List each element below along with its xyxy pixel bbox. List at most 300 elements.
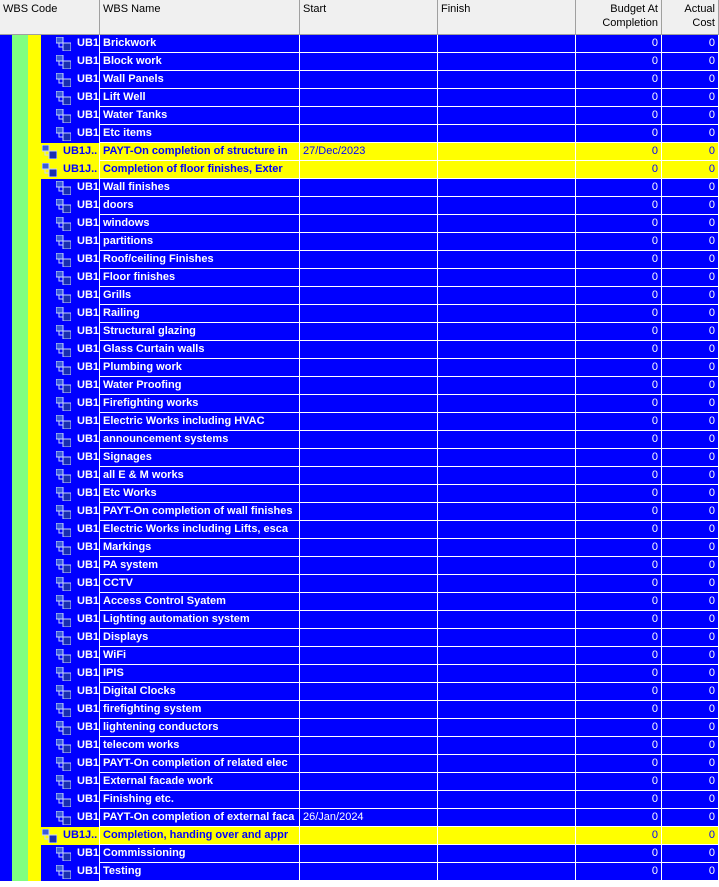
wbs-code-cell[interactable]: UB1 bbox=[74, 215, 100, 233]
actual-cost-cell[interactable]: 0 bbox=[662, 53, 719, 71]
budget-at-completion-cell[interactable]: 0 bbox=[576, 521, 662, 539]
wbs-row[interactable] bbox=[0, 395, 719, 413]
wbs-row[interactable] bbox=[0, 179, 719, 197]
actual-cost-cell[interactable]: 0 bbox=[662, 521, 719, 539]
budget-at-completion-cell[interactable]: 0 bbox=[576, 845, 662, 863]
wbs-row[interactable] bbox=[0, 449, 719, 467]
wbs-row[interactable] bbox=[0, 359, 719, 377]
finish-cell[interactable] bbox=[438, 125, 576, 143]
col-header-budget-at-completion[interactable]: Budget At Completion bbox=[576, 0, 662, 34]
budget-at-completion-cell[interactable]: 0 bbox=[576, 377, 662, 395]
finish-cell[interactable] bbox=[438, 575, 576, 593]
wbs-code-cell[interactable]: UB1 bbox=[74, 485, 100, 503]
col-header-actual-cost[interactable]: Actual Cost bbox=[662, 0, 719, 34]
finish-cell[interactable] bbox=[438, 71, 576, 89]
finish-cell[interactable] bbox=[438, 179, 576, 197]
budget-at-completion-cell[interactable]: 0 bbox=[576, 53, 662, 71]
start-cell[interactable] bbox=[300, 647, 438, 665]
wbs-name-cell[interactable]: PAYT-On completion of structure in bbox=[100, 143, 300, 161]
wbs-name-cell[interactable]: Testing bbox=[100, 863, 300, 881]
actual-cost-cell[interactable]: 0 bbox=[662, 125, 719, 143]
finish-cell[interactable] bbox=[438, 737, 576, 755]
budget-at-completion-cell[interactable]: 0 bbox=[576, 719, 662, 737]
finish-cell[interactable] bbox=[438, 305, 576, 323]
actual-cost-cell[interactable]: 0 bbox=[662, 791, 719, 809]
start-cell[interactable] bbox=[300, 593, 438, 611]
wbs-name-cell[interactable]: Lighting automation system bbox=[100, 611, 300, 629]
budget-at-completion-cell[interactable]: 0 bbox=[576, 755, 662, 773]
wbs-code-cell[interactable]: UB1 bbox=[74, 53, 100, 71]
wbs-row[interactable] bbox=[0, 629, 719, 647]
wbs-code-cell[interactable]: UB1 bbox=[74, 197, 100, 215]
wbs-row[interactable] bbox=[0, 665, 719, 683]
budget-at-completion-cell[interactable]: 0 bbox=[576, 287, 662, 305]
finish-cell[interactable] bbox=[438, 359, 576, 377]
wbs-row[interactable] bbox=[0, 35, 719, 53]
wbs-milestone-row[interactable] bbox=[0, 161, 719, 179]
start-cell[interactable] bbox=[300, 89, 438, 107]
wbs-milestone-row[interactable] bbox=[0, 143, 719, 161]
budget-at-completion-cell[interactable]: 0 bbox=[576, 809, 662, 827]
wbs-code-cell[interactable]: UB1 bbox=[74, 251, 100, 269]
wbs-code-cell[interactable]: UB1 bbox=[74, 323, 100, 341]
start-cell[interactable] bbox=[300, 125, 438, 143]
wbs-code-cell[interactable]: UB1 bbox=[74, 593, 100, 611]
finish-cell[interactable] bbox=[438, 521, 576, 539]
wbs-name-cell[interactable]: Roof/ceiling Finishes bbox=[100, 251, 300, 269]
finish-cell[interactable] bbox=[438, 809, 576, 827]
wbs-name-cell[interactable]: PAYT-On completion of related elec bbox=[100, 755, 300, 773]
start-cell[interactable] bbox=[300, 35, 438, 53]
wbs-row[interactable] bbox=[0, 251, 719, 269]
finish-cell[interactable] bbox=[438, 665, 576, 683]
wbs-code-cell[interactable]: UB1 bbox=[74, 305, 100, 323]
wbs-row[interactable] bbox=[0, 611, 719, 629]
wbs-name-cell[interactable]: Firefighting works bbox=[100, 395, 300, 413]
start-cell[interactable] bbox=[300, 161, 438, 179]
budget-at-completion-cell[interactable]: 0 bbox=[576, 467, 662, 485]
budget-at-completion-cell[interactable]: 0 bbox=[576, 413, 662, 431]
budget-at-completion-cell[interactable]: 0 bbox=[576, 629, 662, 647]
wbs-row[interactable] bbox=[0, 215, 719, 233]
start-cell[interactable] bbox=[300, 827, 438, 845]
wbs-row[interactable] bbox=[0, 701, 719, 719]
start-cell[interactable] bbox=[300, 611, 438, 629]
wbs-row[interactable] bbox=[0, 755, 719, 773]
finish-cell[interactable] bbox=[438, 845, 576, 863]
wbs-name-cell[interactable]: announcement systems bbox=[100, 431, 300, 449]
start-cell[interactable] bbox=[300, 323, 438, 341]
start-cell[interactable] bbox=[300, 701, 438, 719]
start-cell[interactable] bbox=[300, 737, 438, 755]
wbs-row[interactable] bbox=[0, 233, 719, 251]
wbs-row[interactable] bbox=[0, 287, 719, 305]
start-cell[interactable] bbox=[300, 629, 438, 647]
wbs-code-cell[interactable]: UB1 bbox=[74, 719, 100, 737]
wbs-code-cell[interactable]: UB1 bbox=[74, 521, 100, 539]
actual-cost-cell[interactable]: 0 bbox=[662, 323, 719, 341]
wbs-name-cell[interactable]: Water Tanks bbox=[100, 107, 300, 125]
wbs-name-cell[interactable]: partitions bbox=[100, 233, 300, 251]
budget-at-completion-cell[interactable]: 0 bbox=[576, 557, 662, 575]
actual-cost-cell[interactable]: 0 bbox=[662, 701, 719, 719]
wbs-code-cell[interactable]: UB1 bbox=[74, 71, 100, 89]
wbs-row[interactable] bbox=[0, 377, 719, 395]
start-cell[interactable] bbox=[300, 467, 438, 485]
wbs-name-cell[interactable]: Finishing etc. bbox=[100, 791, 300, 809]
wbs-name-cell[interactable]: all E & M works bbox=[100, 467, 300, 485]
actual-cost-cell[interactable]: 0 bbox=[662, 845, 719, 863]
budget-at-completion-cell[interactable]: 0 bbox=[576, 485, 662, 503]
wbs-name-cell[interactable]: Electric Works including Lifts, esca bbox=[100, 521, 300, 539]
finish-cell[interactable] bbox=[438, 287, 576, 305]
wbs-name-cell[interactable]: Plumbing work bbox=[100, 359, 300, 377]
budget-at-completion-cell[interactable]: 0 bbox=[576, 35, 662, 53]
wbs-row[interactable] bbox=[0, 719, 719, 737]
finish-cell[interactable] bbox=[438, 377, 576, 395]
finish-cell[interactable] bbox=[438, 341, 576, 359]
wbs-row[interactable] bbox=[0, 269, 719, 287]
actual-cost-cell[interactable]: 0 bbox=[662, 197, 719, 215]
wbs-row[interactable] bbox=[0, 845, 719, 863]
wbs-name-cell[interactable]: External facade work bbox=[100, 773, 300, 791]
start-cell[interactable] bbox=[300, 287, 438, 305]
wbs-name-cell[interactable]: Railing bbox=[100, 305, 300, 323]
budget-at-completion-cell[interactable]: 0 bbox=[576, 665, 662, 683]
finish-cell[interactable] bbox=[438, 449, 576, 467]
finish-cell[interactable] bbox=[438, 773, 576, 791]
budget-at-completion-cell[interactable]: 0 bbox=[576, 269, 662, 287]
wbs-code-cell[interactable]: UB1 bbox=[74, 755, 100, 773]
wbs-code-cell[interactable]: UB1 bbox=[74, 467, 100, 485]
start-cell[interactable] bbox=[300, 377, 438, 395]
start-cell[interactable] bbox=[300, 251, 438, 269]
wbs-name-cell[interactable]: Wall Panels bbox=[100, 71, 300, 89]
actual-cost-cell[interactable]: 0 bbox=[662, 107, 719, 125]
budget-at-completion-cell[interactable]: 0 bbox=[576, 539, 662, 557]
start-cell[interactable] bbox=[300, 791, 438, 809]
wbs-row[interactable] bbox=[0, 89, 719, 107]
actual-cost-cell[interactable]: 0 bbox=[662, 827, 719, 845]
actual-cost-cell[interactable]: 0 bbox=[662, 809, 719, 827]
actual-cost-cell[interactable]: 0 bbox=[662, 305, 719, 323]
actual-cost-cell[interactable]: 0 bbox=[662, 341, 719, 359]
budget-at-completion-cell[interactable]: 0 bbox=[576, 503, 662, 521]
start-cell[interactable] bbox=[300, 863, 438, 881]
wbs-name-cell[interactable]: telecom works bbox=[100, 737, 300, 755]
start-cell[interactable] bbox=[300, 53, 438, 71]
start-cell[interactable] bbox=[300, 575, 438, 593]
start-cell[interactable] bbox=[300, 557, 438, 575]
budget-at-completion-cell[interactable]: 0 bbox=[576, 575, 662, 593]
wbs-code-cell[interactable]: UB1 bbox=[74, 359, 100, 377]
wbs-row[interactable] bbox=[0, 341, 719, 359]
wbs-row[interactable] bbox=[0, 791, 719, 809]
wbs-name-cell[interactable]: Etc Works bbox=[100, 485, 300, 503]
finish-cell[interactable] bbox=[438, 485, 576, 503]
wbs-code-cell[interactable]: UB1 bbox=[74, 557, 100, 575]
finish-cell[interactable] bbox=[438, 719, 576, 737]
wbs-code-cell[interactable]: UB1 bbox=[74, 107, 100, 125]
finish-cell[interactable] bbox=[438, 863, 576, 881]
start-cell[interactable] bbox=[300, 71, 438, 89]
wbs-row[interactable] bbox=[0, 503, 719, 521]
wbs-row[interactable] bbox=[0, 125, 719, 143]
budget-at-completion-cell[interactable]: 0 bbox=[576, 647, 662, 665]
actual-cost-cell[interactable]: 0 bbox=[662, 395, 719, 413]
finish-cell[interactable] bbox=[438, 35, 576, 53]
wbs-name-cell[interactable]: Markings bbox=[100, 539, 300, 557]
actual-cost-cell[interactable]: 0 bbox=[662, 863, 719, 881]
budget-at-completion-cell[interactable]: 0 bbox=[576, 737, 662, 755]
wbs-code-cell[interactable]: UB1J.. bbox=[60, 143, 100, 161]
finish-cell[interactable] bbox=[438, 215, 576, 233]
budget-at-completion-cell[interactable]: 0 bbox=[576, 125, 662, 143]
actual-cost-cell[interactable]: 0 bbox=[662, 629, 719, 647]
finish-cell[interactable] bbox=[438, 593, 576, 611]
wbs-row[interactable] bbox=[0, 485, 719, 503]
wbs-code-cell[interactable]: UB1 bbox=[74, 863, 100, 881]
start-cell[interactable] bbox=[300, 179, 438, 197]
wbs-name-cell[interactable]: Access Control Syatem bbox=[100, 593, 300, 611]
wbs-code-cell[interactable]: UB1 bbox=[74, 179, 100, 197]
start-cell[interactable] bbox=[300, 539, 438, 557]
budget-at-completion-cell[interactable]: 0 bbox=[576, 197, 662, 215]
wbs-name-cell[interactable]: lightening conductors bbox=[100, 719, 300, 737]
start-cell[interactable] bbox=[300, 521, 438, 539]
wbs-code-cell[interactable]: UB1 bbox=[74, 845, 100, 863]
actual-cost-cell[interactable]: 0 bbox=[662, 179, 719, 197]
actual-cost-cell[interactable]: 0 bbox=[662, 413, 719, 431]
finish-cell[interactable] bbox=[438, 827, 576, 845]
budget-at-completion-cell[interactable]: 0 bbox=[576, 593, 662, 611]
wbs-code-cell[interactable]: UB1 bbox=[74, 89, 100, 107]
finish-cell[interactable] bbox=[438, 503, 576, 521]
wbs-row[interactable] bbox=[0, 521, 719, 539]
budget-at-completion-cell[interactable]: 0 bbox=[576, 71, 662, 89]
wbs-row[interactable] bbox=[0, 53, 719, 71]
actual-cost-cell[interactable]: 0 bbox=[662, 647, 719, 665]
budget-at-completion-cell[interactable]: 0 bbox=[576, 431, 662, 449]
actual-cost-cell[interactable]: 0 bbox=[662, 89, 719, 107]
budget-at-completion-cell[interactable]: 0 bbox=[576, 143, 662, 161]
start-cell[interactable] bbox=[300, 107, 438, 125]
start-cell[interactable]: 27/Dec/2023 bbox=[300, 143, 438, 161]
wbs-name-cell[interactable]: doors bbox=[100, 197, 300, 215]
actual-cost-cell[interactable]: 0 bbox=[662, 359, 719, 377]
budget-at-completion-cell[interactable]: 0 bbox=[576, 107, 662, 125]
start-cell[interactable] bbox=[300, 845, 438, 863]
actual-cost-cell[interactable]: 0 bbox=[662, 665, 719, 683]
wbs-row[interactable] bbox=[0, 305, 719, 323]
finish-cell[interactable] bbox=[438, 233, 576, 251]
start-cell[interactable] bbox=[300, 503, 438, 521]
wbs-code-cell[interactable]: UB1 bbox=[74, 611, 100, 629]
actual-cost-cell[interactable]: 0 bbox=[662, 431, 719, 449]
finish-cell[interactable] bbox=[438, 629, 576, 647]
wbs-code-cell[interactable]: UB1 bbox=[74, 773, 100, 791]
wbs-code-cell[interactable]: UB1 bbox=[74, 395, 100, 413]
wbs-name-cell[interactable]: Lift Well bbox=[100, 89, 300, 107]
budget-at-completion-cell[interactable]: 0 bbox=[576, 773, 662, 791]
start-cell[interactable] bbox=[300, 719, 438, 737]
budget-at-completion-cell[interactable]: 0 bbox=[576, 305, 662, 323]
wbs-name-cell[interactable]: Etc items bbox=[100, 125, 300, 143]
wbs-name-cell[interactable]: Electric Works including HVAC bbox=[100, 413, 300, 431]
actual-cost-cell[interactable]: 0 bbox=[662, 269, 719, 287]
finish-cell[interactable] bbox=[438, 143, 576, 161]
wbs-name-cell[interactable]: Completion, handing over and appr bbox=[100, 827, 300, 845]
start-cell[interactable] bbox=[300, 197, 438, 215]
wbs-code-cell[interactable]: UB1 bbox=[74, 683, 100, 701]
wbs-name-cell[interactable]: Water Proofing bbox=[100, 377, 300, 395]
wbs-name-cell[interactable]: windows bbox=[100, 215, 300, 233]
wbs-row[interactable] bbox=[0, 647, 719, 665]
wbs-row[interactable] bbox=[0, 575, 719, 593]
actual-cost-cell[interactable]: 0 bbox=[662, 161, 719, 179]
wbs-code-cell[interactable]: UB1 bbox=[74, 575, 100, 593]
wbs-name-cell[interactable]: Structural glazing bbox=[100, 323, 300, 341]
wbs-name-cell[interactable]: Signages bbox=[100, 449, 300, 467]
wbs-name-cell[interactable]: Floor finishes bbox=[100, 269, 300, 287]
col-header-wbs-name[interactable]: WBS Name bbox=[100, 0, 300, 34]
wbs-row[interactable] bbox=[0, 71, 719, 89]
actual-cost-cell[interactable]: 0 bbox=[662, 71, 719, 89]
finish-cell[interactable] bbox=[438, 323, 576, 341]
wbs-code-cell[interactable]: UB1 bbox=[74, 431, 100, 449]
actual-cost-cell[interactable]: 0 bbox=[662, 485, 719, 503]
budget-at-completion-cell[interactable]: 0 bbox=[576, 233, 662, 251]
budget-at-completion-cell[interactable]: 0 bbox=[576, 863, 662, 881]
wbs-code-cell[interactable]: UB1J.. bbox=[60, 161, 100, 179]
actual-cost-cell[interactable]: 0 bbox=[662, 557, 719, 575]
budget-at-completion-cell[interactable]: 0 bbox=[576, 827, 662, 845]
wbs-name-cell[interactable]: Glass Curtain walls bbox=[100, 341, 300, 359]
finish-cell[interactable] bbox=[438, 107, 576, 125]
actual-cost-cell[interactable]: 0 bbox=[662, 737, 719, 755]
finish-cell[interactable] bbox=[438, 683, 576, 701]
wbs-name-cell[interactable]: Commissioning bbox=[100, 845, 300, 863]
budget-at-completion-cell[interactable]: 0 bbox=[576, 323, 662, 341]
wbs-code-cell[interactable]: UB1 bbox=[74, 233, 100, 251]
actual-cost-cell[interactable]: 0 bbox=[662, 575, 719, 593]
finish-cell[interactable] bbox=[438, 611, 576, 629]
budget-at-completion-cell[interactable]: 0 bbox=[576, 395, 662, 413]
actual-cost-cell[interactable]: 0 bbox=[662, 593, 719, 611]
wbs-code-cell[interactable]: UB1 bbox=[74, 503, 100, 521]
col-header-start[interactable]: Start bbox=[300, 0, 438, 34]
wbs-code-cell[interactable]: UB1 bbox=[74, 377, 100, 395]
finish-cell[interactable] bbox=[438, 197, 576, 215]
actual-cost-cell[interactable]: 0 bbox=[662, 773, 719, 791]
wbs-name-cell[interactable]: CCTV bbox=[100, 575, 300, 593]
finish-cell[interactable] bbox=[438, 755, 576, 773]
wbs-code-cell[interactable]: UB1J.. bbox=[60, 827, 100, 845]
actual-cost-cell[interactable]: 0 bbox=[662, 35, 719, 53]
wbs-row[interactable] bbox=[0, 737, 719, 755]
wbs-name-cell[interactable]: Displays bbox=[100, 629, 300, 647]
wbs-row[interactable] bbox=[0, 107, 719, 125]
wbs-row[interactable] bbox=[0, 683, 719, 701]
finish-cell[interactable] bbox=[438, 431, 576, 449]
wbs-row[interactable] bbox=[0, 593, 719, 611]
wbs-row[interactable] bbox=[0, 539, 719, 557]
wbs-name-cell[interactable]: Block work bbox=[100, 53, 300, 71]
budget-at-completion-cell[interactable]: 0 bbox=[576, 161, 662, 179]
wbs-row[interactable] bbox=[0, 773, 719, 791]
finish-cell[interactable] bbox=[438, 251, 576, 269]
finish-cell[interactable] bbox=[438, 413, 576, 431]
wbs-name-cell[interactable]: PA system bbox=[100, 557, 300, 575]
budget-at-completion-cell[interactable]: 0 bbox=[576, 701, 662, 719]
wbs-row[interactable] bbox=[0, 863, 719, 881]
wbs-row[interactable] bbox=[0, 431, 719, 449]
finish-cell[interactable] bbox=[438, 269, 576, 287]
actual-cost-cell[interactable]: 0 bbox=[662, 719, 719, 737]
finish-cell[interactable] bbox=[438, 395, 576, 413]
actual-cost-cell[interactable]: 0 bbox=[662, 215, 719, 233]
start-cell[interactable] bbox=[300, 215, 438, 233]
start-cell[interactable] bbox=[300, 341, 438, 359]
wbs-row[interactable] bbox=[0, 323, 719, 341]
col-header-finish[interactable]: Finish bbox=[438, 0, 576, 34]
budget-at-completion-cell[interactable]: 0 bbox=[576, 179, 662, 197]
actual-cost-cell[interactable]: 0 bbox=[662, 467, 719, 485]
actual-cost-cell[interactable]: 0 bbox=[662, 611, 719, 629]
actual-cost-cell[interactable]: 0 bbox=[662, 449, 719, 467]
actual-cost-cell[interactable]: 0 bbox=[662, 377, 719, 395]
wbs-code-cell[interactable]: UB1 bbox=[74, 287, 100, 305]
wbs-row[interactable] bbox=[0, 413, 719, 431]
budget-at-completion-cell[interactable]: 0 bbox=[576, 251, 662, 269]
wbs-code-cell[interactable]: UB1 bbox=[74, 449, 100, 467]
start-cell[interactable] bbox=[300, 683, 438, 701]
start-cell[interactable] bbox=[300, 413, 438, 431]
wbs-code-cell[interactable]: UB1 bbox=[74, 665, 100, 683]
wbs-row[interactable] bbox=[0, 197, 719, 215]
actual-cost-cell[interactable]: 0 bbox=[662, 539, 719, 557]
wbs-name-cell[interactable]: PAYT-On completion of wall finishes bbox=[100, 503, 300, 521]
budget-at-completion-cell[interactable]: 0 bbox=[576, 341, 662, 359]
wbs-row[interactable] bbox=[0, 467, 719, 485]
start-cell[interactable] bbox=[300, 269, 438, 287]
finish-cell[interactable] bbox=[438, 53, 576, 71]
wbs-name-cell[interactable]: IPIS bbox=[100, 665, 300, 683]
start-cell[interactable] bbox=[300, 755, 438, 773]
start-cell[interactable] bbox=[300, 485, 438, 503]
wbs-milestone-row[interactable] bbox=[0, 827, 719, 845]
start-cell[interactable] bbox=[300, 665, 438, 683]
wbs-name-cell[interactable]: Completion of floor finishes, Exter bbox=[100, 161, 300, 179]
start-cell[interactable] bbox=[300, 305, 438, 323]
start-cell[interactable] bbox=[300, 233, 438, 251]
budget-at-completion-cell[interactable]: 0 bbox=[576, 215, 662, 233]
wbs-row[interactable] bbox=[0, 809, 719, 827]
wbs-name-cell[interactable]: Brickwork bbox=[100, 35, 300, 53]
start-cell[interactable] bbox=[300, 431, 438, 449]
budget-at-completion-cell[interactable]: 0 bbox=[576, 791, 662, 809]
wbs-code-cell[interactable]: UB1 bbox=[74, 701, 100, 719]
budget-at-completion-cell[interactable]: 0 bbox=[576, 359, 662, 377]
finish-cell[interactable] bbox=[438, 89, 576, 107]
wbs-row[interactable] bbox=[0, 557, 719, 575]
wbs-code-cell[interactable]: UB1 bbox=[74, 629, 100, 647]
finish-cell[interactable] bbox=[438, 647, 576, 665]
budget-at-completion-cell[interactable]: 0 bbox=[576, 683, 662, 701]
finish-cell[interactable] bbox=[438, 467, 576, 485]
budget-at-completion-cell[interactable]: 0 bbox=[576, 449, 662, 467]
wbs-name-cell[interactable]: Wall finishes bbox=[100, 179, 300, 197]
